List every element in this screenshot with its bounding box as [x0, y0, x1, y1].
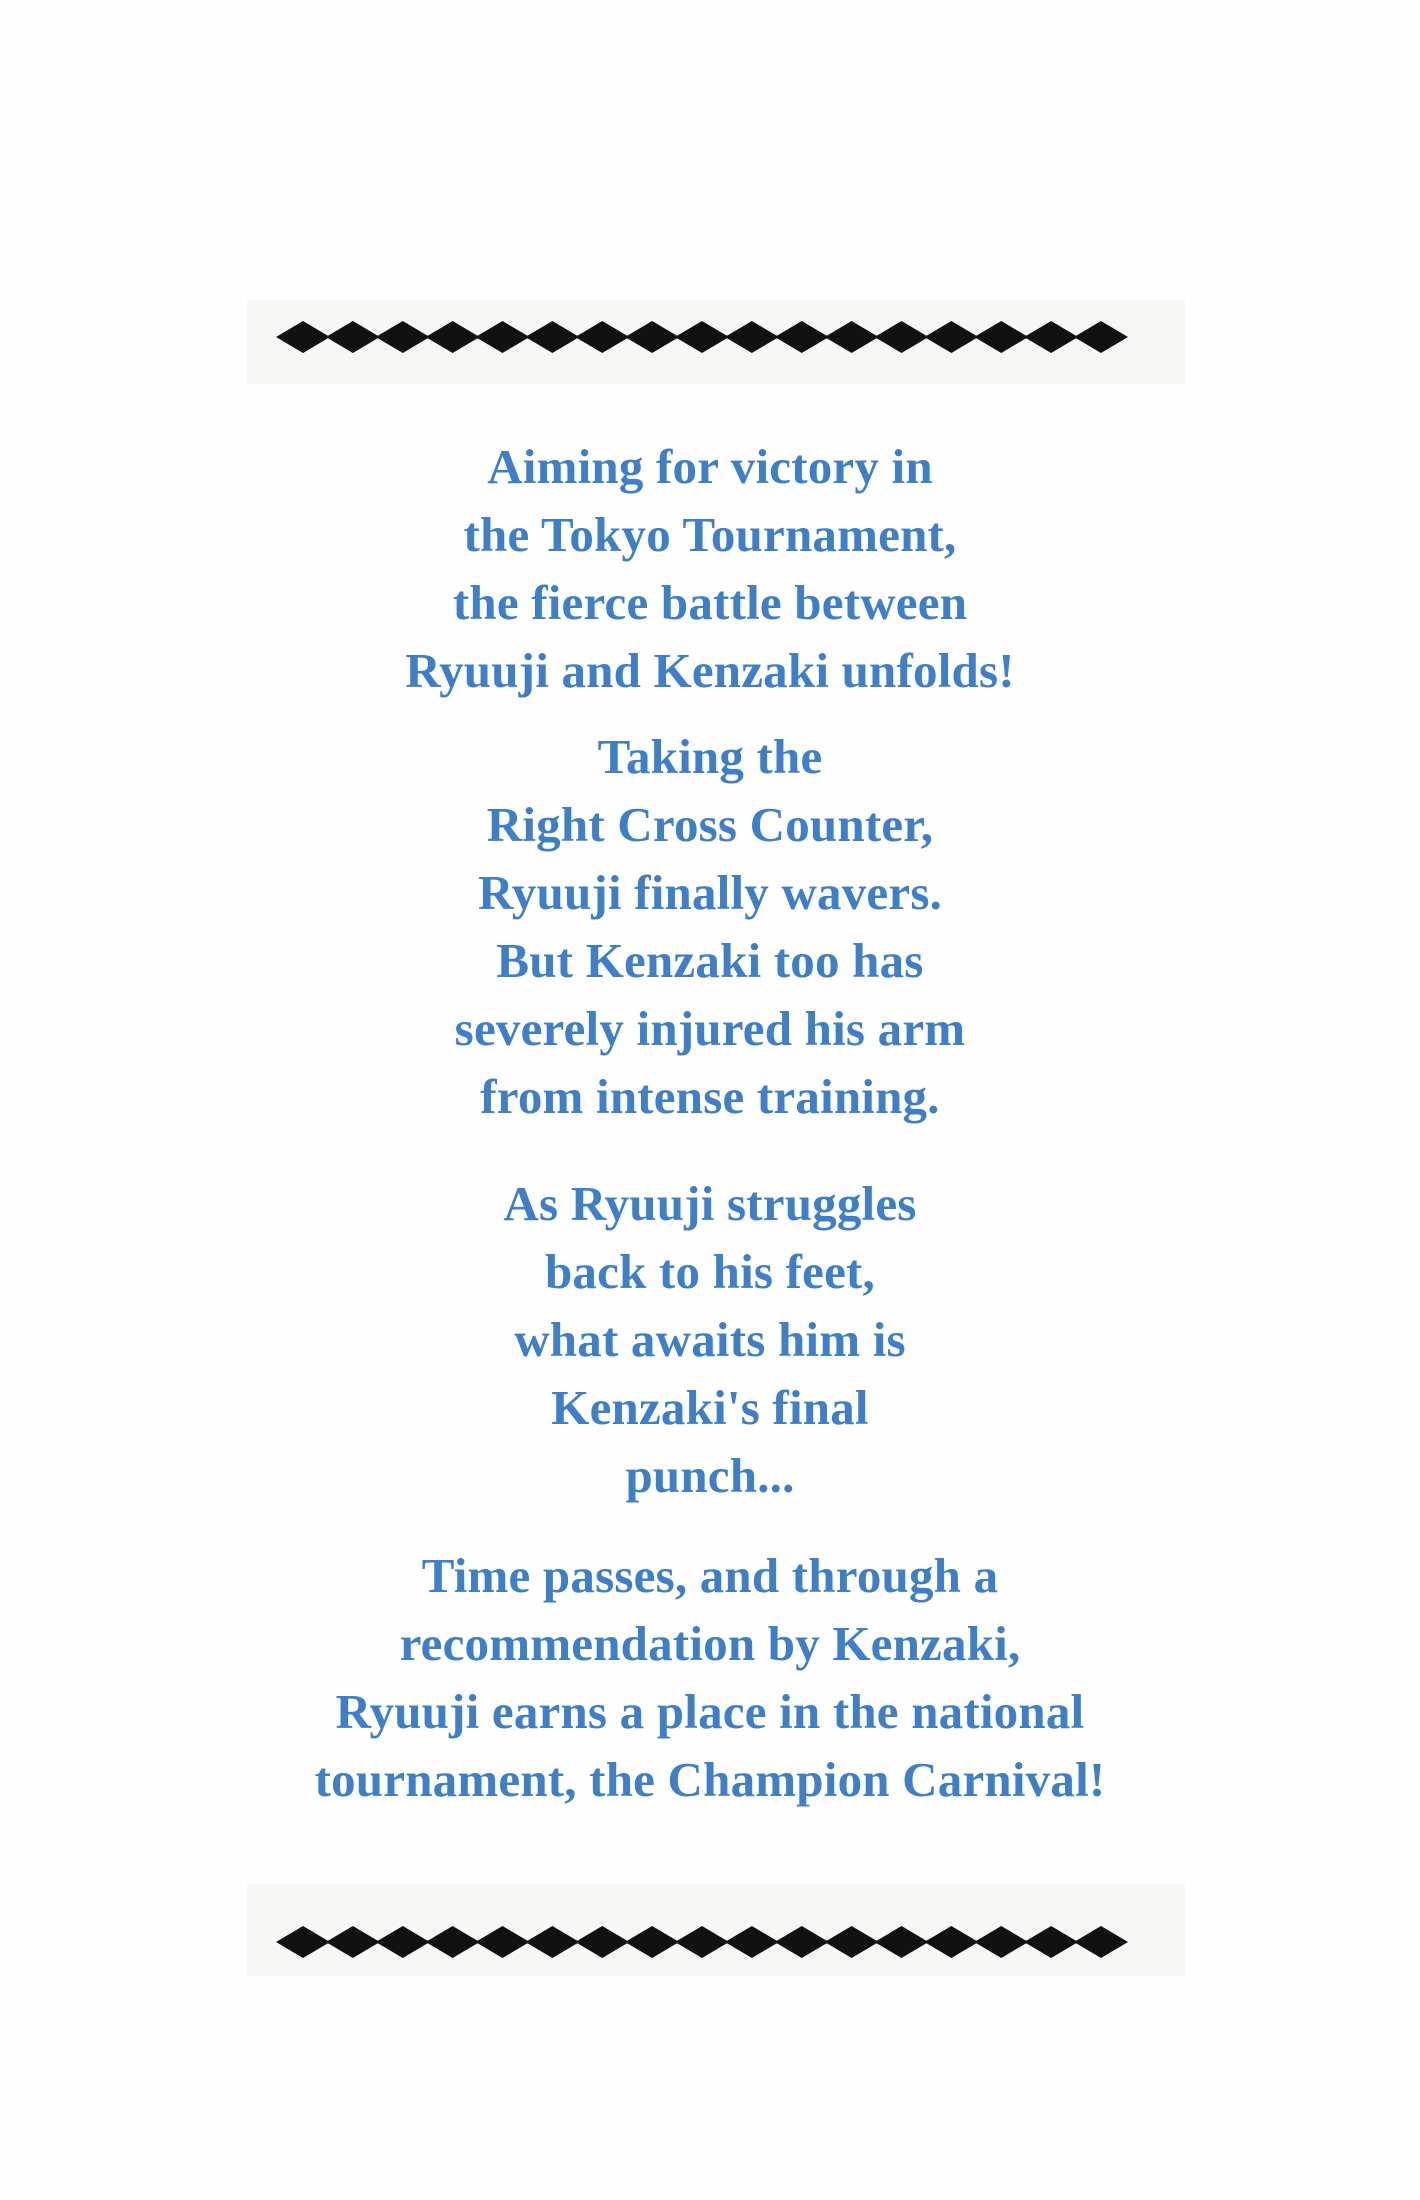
- bottom-diamond-border: [276, 1912, 1128, 1972]
- paragraph-line: Aiming for victory in: [487, 439, 933, 494]
- diamond-icon: [426, 321, 480, 353]
- diamond-icon: [775, 321, 829, 353]
- paragraph-line: Ryuuji earns a place in the national: [335, 1684, 1085, 1739]
- diamond-icon: [974, 1926, 1028, 1958]
- diamond-icon: [625, 321, 679, 353]
- paragraph-line: Ryuuji and Kenzaki unfolds!: [405, 643, 1015, 698]
- diamond-chain-icon: [276, 1912, 1128, 1972]
- paragraph-line: back to his feet,: [544, 1244, 876, 1299]
- diamond-icon: [326, 1926, 380, 1958]
- paragraph-line: severely injured his arm: [454, 1001, 966, 1056]
- diamond-icon: [476, 1926, 530, 1958]
- diamond-icon: [525, 321, 579, 353]
- paragraph-line: Ryuuji finally wavers.: [477, 865, 943, 920]
- diamond-icon: [476, 321, 530, 353]
- diamond-icon: [525, 1926, 579, 1958]
- diamond-chain-icon: [276, 307, 1128, 367]
- diamond-icon: [276, 1926, 330, 1958]
- diamond-icon: [326, 321, 380, 353]
- summary-paragraph-4: [0, 1542, 1420, 1814]
- diamond-icon: [875, 321, 929, 353]
- diamond-icon: [276, 321, 330, 353]
- paragraph-line: Taking the: [597, 729, 823, 784]
- paragraph-line: punch...: [625, 1448, 795, 1503]
- diamond-icon: [825, 321, 879, 353]
- diamond-icon: [875, 1926, 929, 1958]
- diamond-icon: [1024, 321, 1078, 353]
- diamond-icon: [376, 321, 430, 353]
- summary-paragraph-2: [0, 723, 1420, 1131]
- paragraph-line: what awaits him is: [514, 1312, 906, 1367]
- diamond-icon: [376, 1926, 430, 1958]
- diamond-icon: [974, 321, 1028, 353]
- summary-paragraph-3: [0, 1170, 1420, 1510]
- diamond-icon: [1074, 321, 1128, 353]
- paragraph-line: Kenzaki's final: [551, 1380, 869, 1435]
- paragraph-line: As Ryuuji struggles: [503, 1176, 917, 1231]
- diamond-icon: [924, 321, 978, 353]
- paragraph-line: tournament, the Champion Carnival!: [314, 1752, 1106, 1807]
- diamond-icon: [825, 1926, 879, 1958]
- paragraph-line: the fierce battle between: [452, 575, 968, 630]
- paragraph-line: Right Cross Counter,: [486, 797, 934, 852]
- diamond-icon: [924, 1926, 978, 1958]
- paragraph-line: the Tokyo Tournament,: [463, 507, 957, 562]
- diamond-icon: [1074, 1926, 1128, 1958]
- paragraph-line: Time passes, and through a: [421, 1548, 999, 1603]
- diamond-icon: [1024, 1926, 1078, 1958]
- diamond-icon: [575, 1926, 629, 1958]
- top-diamond-border: [276, 307, 1128, 367]
- diamond-icon: [426, 1926, 480, 1958]
- summary-paragraph-1: [0, 433, 1420, 705]
- diamond-icon: [775, 1926, 829, 1958]
- diamond-icon: [725, 321, 779, 353]
- paragraph-line: But Kenzaki too has: [496, 933, 924, 988]
- paragraph-line: from intense training.: [480, 1069, 940, 1124]
- diamond-icon: [675, 1926, 729, 1958]
- diamond-icon: [675, 321, 729, 353]
- diamond-icon: [625, 1926, 679, 1958]
- diamond-icon: [725, 1926, 779, 1958]
- paragraph-line: recommendation by Kenzaki,: [399, 1616, 1021, 1671]
- diamond-icon: [575, 321, 629, 353]
